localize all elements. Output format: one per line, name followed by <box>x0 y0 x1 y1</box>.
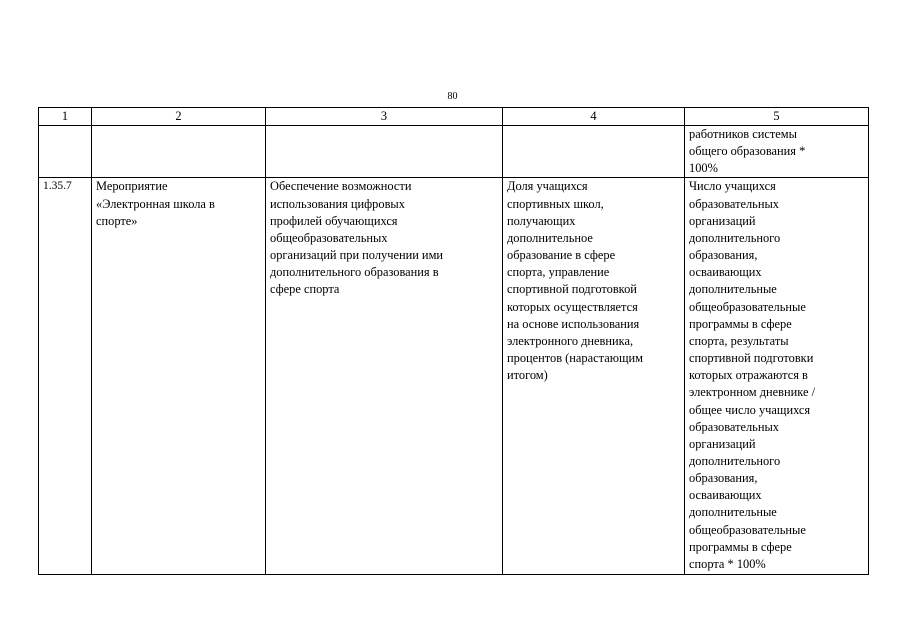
indicator-line: спортивной подготовкой <box>507 282 637 297</box>
formula-line: образования, <box>689 471 758 486</box>
formula-line: программы в сфере <box>689 316 792 331</box>
page-number: 80 <box>447 91 458 102</box>
description-line: организаций при получении ими <box>270 248 444 263</box>
description-line: общеобразовательных <box>270 230 388 245</box>
cont-line: общего образования * <box>689 144 806 159</box>
indicator-line: спортивных школ, <box>507 196 604 211</box>
event-cell <box>92 178 266 575</box>
indicator-line: процентов (нарастающим <box>507 351 643 366</box>
formula-line: образования, <box>689 248 758 263</box>
indicator-table <box>38 107 869 575</box>
formula-line: общеобразовательные <box>689 522 806 537</box>
header-col-4: 4 <box>503 108 685 126</box>
indicator-cell <box>503 178 685 575</box>
formula-line: осваивающих <box>689 265 762 280</box>
event-line: спорте» <box>96 213 138 228</box>
header-col-5: 5 <box>685 108 869 126</box>
event-line: Мероприятие <box>96 179 168 194</box>
header-col-2: 2 <box>92 108 266 126</box>
formula-line: спорта * 100% <box>689 556 766 571</box>
formula-line: дополнительного <box>689 230 781 245</box>
row-number: 1.35.7 <box>39 178 92 575</box>
cont-cell-2 <box>92 126 266 178</box>
header-col-3: 3 <box>266 108 503 126</box>
formula-line: дополнительные <box>689 282 777 297</box>
description-line: дополнительного образования в <box>270 265 439 280</box>
cont-cell-4 <box>503 126 685 178</box>
table-row <box>39 178 869 575</box>
formula-line: которых отражаются в <box>689 368 808 383</box>
table-header-row <box>39 108 869 126</box>
formula-line: общее число учащихся <box>689 402 811 417</box>
indicator-line: электронного дневника, <box>507 333 634 348</box>
formula-line: образовательных <box>689 419 779 434</box>
cont-cell-5 <box>685 126 869 178</box>
description-line: профилей обучающихся <box>270 213 398 228</box>
description-cell <box>266 178 503 575</box>
indicator-line: получающих <box>507 213 576 228</box>
cont-line: 100% <box>689 161 718 176</box>
formula-line: программы в сфере <box>689 539 792 554</box>
indicator-line: дополнительное <box>507 230 593 245</box>
indicator-line: образование в сфере <box>507 248 616 263</box>
cont-line: работников системы <box>689 127 797 141</box>
indicator-line: спорта, управление <box>507 265 610 280</box>
continuation-row <box>39 126 869 178</box>
formula-line: организаций <box>689 213 756 228</box>
description-line: использования цифровых <box>270 196 405 211</box>
formula-line: дополнительного <box>689 453 781 468</box>
cont-cell-3 <box>266 126 503 178</box>
event-line: «Электронная школа в <box>96 196 215 211</box>
header-col-1: 1 <box>39 108 92 126</box>
indicator-line: Доля учащихся <box>507 179 588 194</box>
cont-cell-1 <box>39 126 92 178</box>
formula-line: осваивающих <box>689 488 762 503</box>
indicator-line: итогом) <box>507 368 548 383</box>
formula-line: дополнительные <box>689 505 777 520</box>
formula-line: спорта, результаты <box>689 333 789 348</box>
formula-line: электронном дневнике / <box>689 385 816 400</box>
indicator-line: которых осуществляется <box>507 299 638 314</box>
description-line: сфере спорта <box>270 282 340 297</box>
formula-cell <box>685 178 869 575</box>
formula-line: организаций <box>689 436 756 451</box>
formula-line: Число учащихся <box>689 179 776 194</box>
formula-line: образовательных <box>689 196 779 211</box>
description-line: Обеспечение возможности <box>270 179 412 194</box>
formula-line: спортивной подготовки <box>689 351 814 366</box>
indicator-line: на основе использования <box>507 316 640 331</box>
formula-line: общеобразовательные <box>689 299 806 314</box>
